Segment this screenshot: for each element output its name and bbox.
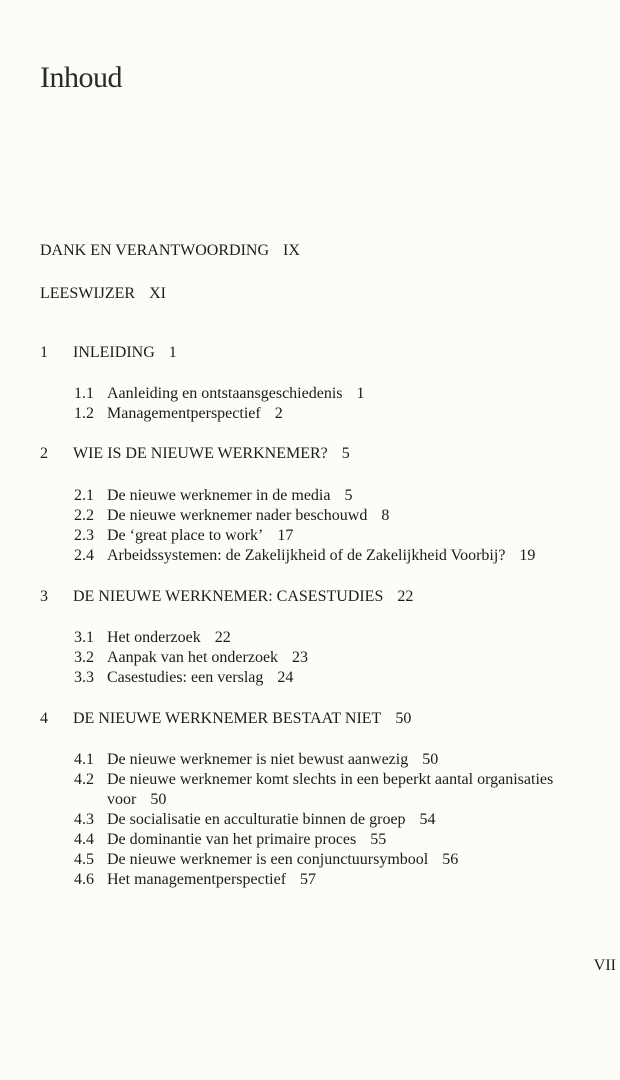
section-page: 54 [419, 811, 436, 828]
section-page: 22 [214, 629, 231, 646]
section-number: 2.4 [74, 547, 94, 564]
section-title: De ‘great place to work’ [107, 527, 264, 544]
toc-chapter-3[interactable] [73, 587, 413, 607]
toc-entry-title: LEESWIJZER [40, 285, 136, 302]
section-page: 5 [344, 487, 353, 504]
toc-section-4-1[interactable] [74, 750, 438, 770]
section-page: 57 [300, 871, 317, 888]
toc-chapter-4[interactable] [73, 709, 411, 729]
toc-section-2-3[interactable] [74, 526, 293, 546]
toc-section-3-2[interactable] [74, 648, 308, 668]
section-number: 2.1 [74, 487, 94, 504]
section-title: De nieuwe werknemer nader beschouwd [107, 507, 368, 524]
section-number: 4.5 [74, 851, 94, 868]
page-number: VII [593, 957, 616, 974]
section-title: De socialisatie en acculturatie binnen de groep [107, 811, 406, 828]
page-title: Inhoud [40, 61, 122, 94]
toc-section-2-1[interactable] [74, 486, 352, 506]
section-page: 50 [422, 751, 439, 768]
section-title: Arbeidssystemen: de Zakelijkheid of de Zakelijkheid Voorbij? [107, 547, 506, 564]
chapter-title: WIE IS DE NIEUWE WERKNEMER? [73, 445, 328, 462]
chapter-page: 50 [395, 710, 412, 727]
toc-section-4-3[interactable] [74, 810, 436, 830]
section-number: 3.1 [74, 629, 94, 646]
toc-section-2-2[interactable] [74, 506, 389, 526]
section-page: 24 [277, 669, 294, 686]
toc-section-2-4[interactable] [74, 546, 535, 566]
section-page: 23 [292, 649, 309, 666]
toc-section-4-2[interactable] [74, 770, 553, 790]
toc-section-4-5[interactable] [74, 850, 458, 870]
section-title: De nieuwe werknemer in de media [107, 487, 331, 504]
section-number: 4.3 [74, 811, 94, 828]
section-number: 3.3 [74, 669, 94, 686]
section-number: 4.4 [74, 831, 94, 848]
toc-section-4-4[interactable] [74, 830, 386, 850]
toc-section-1-2[interactable] [74, 404, 283, 424]
section-title: De nieuwe werknemer is niet bewust aanwezig [107, 751, 409, 768]
section-number: 4.2 [74, 771, 94, 788]
section-page: 17 [277, 527, 294, 544]
chapter-number: 4 [40, 710, 48, 727]
chapter-number: 3 [40, 588, 48, 605]
section-number: 4.6 [74, 871, 94, 888]
toc-section-4-2-continuation[interactable] [107, 790, 166, 810]
section-page: 8 [381, 507, 390, 524]
toc-entry-page: XI [149, 285, 166, 302]
section-title: Casestudies: een verslag [107, 669, 264, 686]
toc-entry-dank[interactable] [40, 241, 300, 261]
section-number: 2.3 [74, 527, 94, 544]
section-number: 1.1 [74, 385, 94, 402]
section-number: 4.1 [74, 751, 94, 768]
chapter-title: INLEIDING [73, 344, 155, 361]
chapter-page: 5 [341, 445, 350, 462]
section-page: 1 [356, 385, 365, 402]
toc-section-4-6[interactable] [74, 870, 316, 890]
chapter-title: DE NIEUWE WERKNEMER BESTAAT NIET [73, 710, 382, 727]
section-page: 55 [370, 831, 387, 848]
section-title: De nieuwe werknemer is een conjunctuursymbool [107, 851, 429, 868]
section-page: 56 [442, 851, 459, 868]
section-title: De dominantie van het primaire proces [107, 831, 357, 848]
section-number: 1.2 [74, 405, 94, 422]
section-title: De nieuwe werknemer komt slechts in een beperkt aantal organisaties [107, 771, 554, 788]
toc-chapter-2[interactable] [73, 444, 350, 464]
chapter-page: 1 [168, 344, 177, 361]
section-title: Aanpak van het onderzoek [107, 649, 279, 666]
toc-section-3-3[interactable] [74, 668, 293, 688]
toc-chapter-1[interactable] [73, 343, 177, 363]
section-number: 3.2 [74, 649, 94, 666]
section-page: 2 [274, 405, 283, 422]
section-title: Het managementperspectief [107, 871, 287, 888]
chapter-number: 1 [40, 344, 48, 361]
section-number: 2.2 [74, 507, 94, 524]
chapter-number: 2 [40, 445, 48, 462]
section-page: 50 [150, 791, 167, 808]
section-title: Aanleiding en ontstaansgeschiedenis [107, 385, 343, 402]
chapter-title: DE NIEUWE WERKNEMER: CASESTUDIES [73, 588, 384, 605]
toc-section-1-1[interactable] [74, 384, 365, 404]
section-title: Het onderzoek [107, 629, 201, 646]
chapter-page: 22 [397, 588, 414, 605]
section-page: 19 [519, 547, 536, 564]
toc-entry-title: DANK EN VERANTWOORDING [40, 242, 270, 259]
toc-entry-leeswijzer[interactable] [40, 284, 166, 304]
section-title: Managementperspectief [107, 405, 261, 422]
toc-entry-page: IX [283, 242, 300, 259]
section-title-continuation: voor [107, 791, 137, 808]
toc-section-3-1[interactable] [74, 628, 231, 648]
